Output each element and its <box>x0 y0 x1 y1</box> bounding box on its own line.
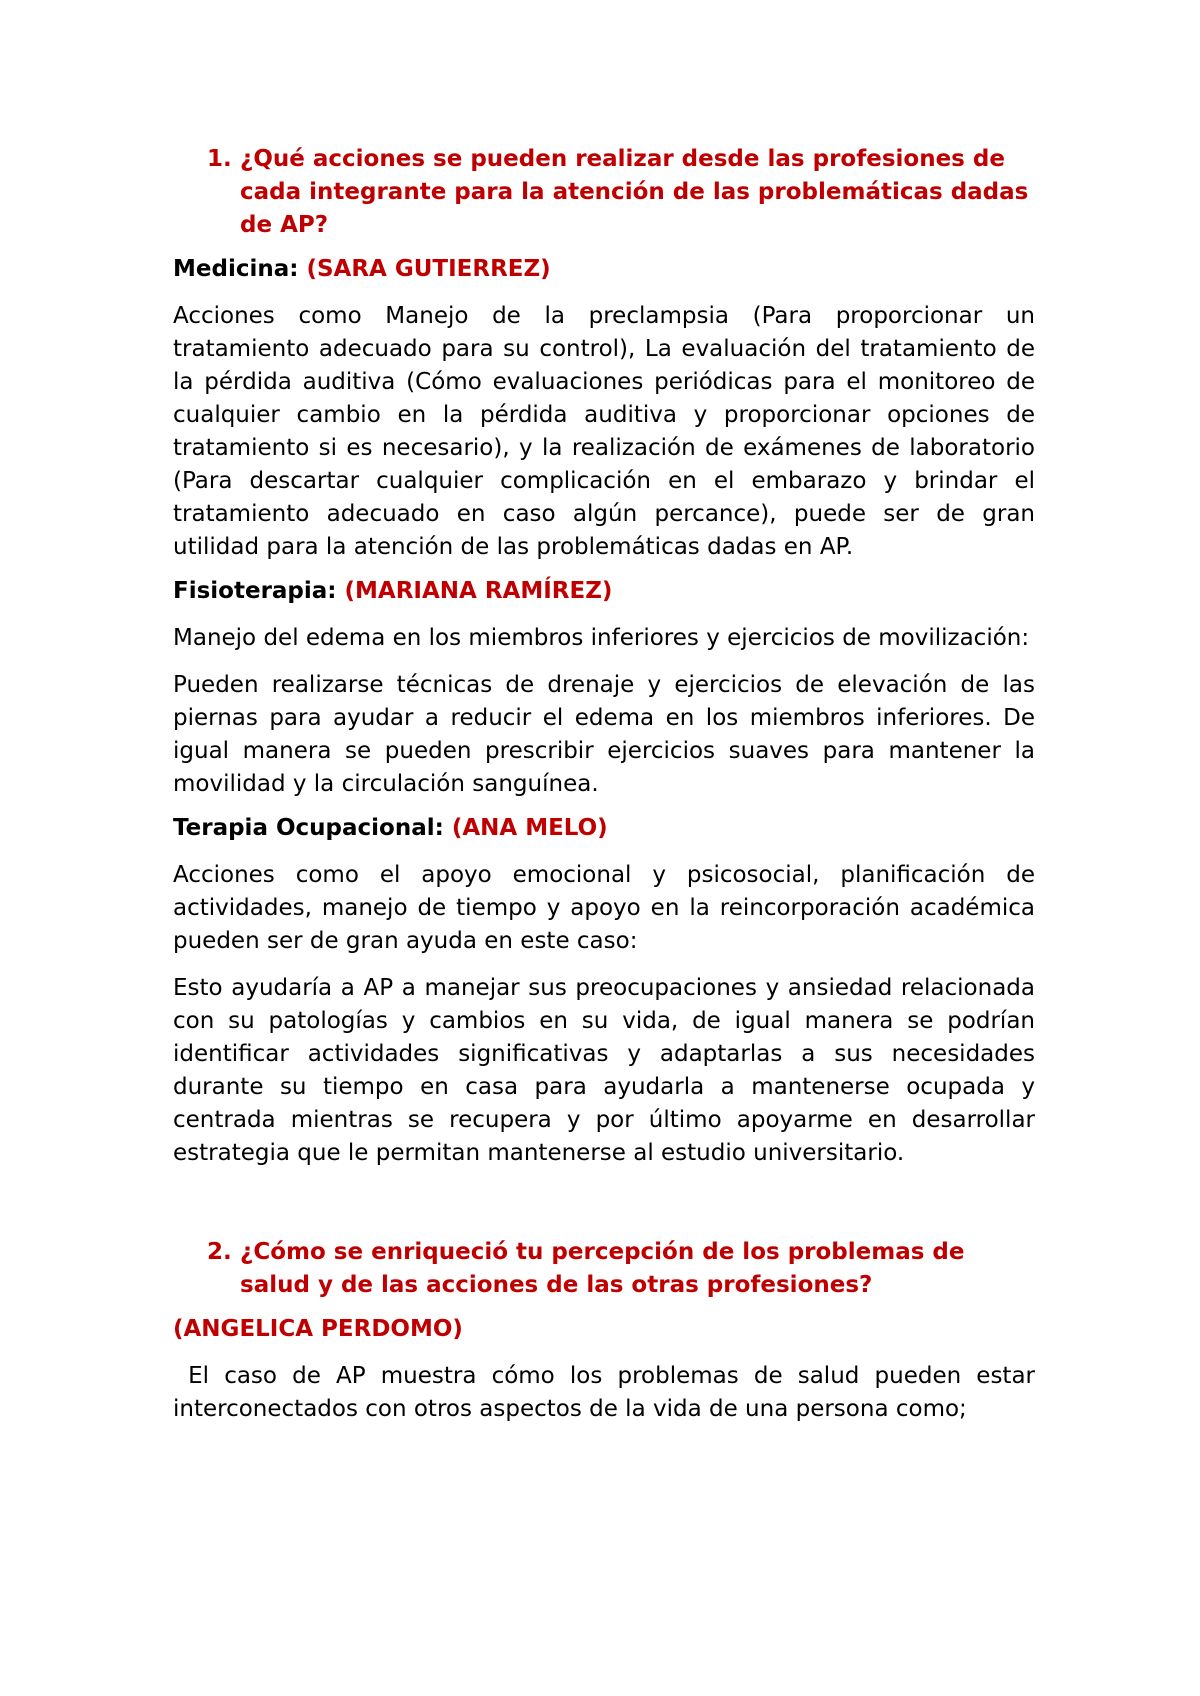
section-terapia-ocupacional-author: (ANA MELO) <box>451 815 608 841</box>
question-2 <box>173 1236 1035 1302</box>
question-1-number: 1. <box>207 146 232 172</box>
section-medicina-heading <box>173 253 1035 286</box>
section-terapia-ocupacional-paragraph-2: Esto ayudaría a AP a manejar sus preocupaciones y ansiedad relacionada con su patologías y cambios en su vida, de igual manera se podrían identificar actividades significativas y adaptarlas a sus necesidades durante su tiempo en casa para ayudarla a mantenerse ocupada y centrada mientras se recupera y por último apoyarme en desarrollar estrategia que le permitan mantenerse al estudio universitario. <box>173 975 1035 1166</box>
section-2-author: (ANGELICA PERDOMO) <box>173 1316 463 1342</box>
question-1-text: ¿Qué acciones se pueden realizar desde las profesiones de cada integrante para la atención de las problemáticas dadas de AP? <box>240 146 1029 238</box>
question-2-text: ¿Cómo se enriqueció tu percepción de los problemas de salud y de las acciones de las otras profesiones? <box>240 1239 965 1298</box>
section-fisioterapia-paragraph-1: Manejo del edema en los miembros inferiores y ejercicios de movilización: <box>173 625 1030 651</box>
section-terapia-ocupacional-discipline: Terapia Ocupacional: <box>173 815 444 841</box>
section-fisioterapia-heading <box>173 575 1035 608</box>
section-medicina-discipline: Medicina: <box>173 256 299 282</box>
question-2-number: 2. <box>207 1239 232 1265</box>
section-fisioterapia-discipline: Fisioterapia: <box>173 578 337 604</box>
section-terapia-ocupacional-paragraph-1: Acciones como el apoyo emocional y psicosocial, planificación de actividades, manejo de tiempo y apoyo en la reincorporación académica pueden ser de gran ayuda en este caso: <box>173 862 1035 954</box>
section-medicina-paragraph-1: Acciones como Manejo de la preclampsia (Para proporcionar un tratamiento adecuado para su control), La evaluación del tratamiento de la pérdida auditiva (Cómo evaluaciones periódicas para el monitoreo de cualquier cambio en la pérdida auditiva y proporcionar opciones de tratamiento si es necesario), y la realización de exámenes de laboratorio (Para descartar cualquier complicación en el embarazo y brindar el tratamiento adecuado en caso algún percance), puede ser de gran utilidad para la atención de las problemáticas dadas en AP. <box>173 303 1035 560</box>
section-medicina-author: (SARA GUTIERREZ) <box>306 256 551 282</box>
section-fisioterapia-author: (MARIANA RAMÍREZ) <box>344 578 613 604</box>
section-terapia-ocupacional-heading <box>173 812 1035 845</box>
section-2-paragraph: El caso de AP muestra cómo los problemas de salud pueden estar interconectados con otros aspectos de la vida de una persona como; <box>173 1363 1043 1422</box>
section-fisioterapia-paragraph-2: Pueden realizarse técnicas de drenaje y ejercicios de elevación de las piernas para ayudar a reducir el edema en los miembros inferiores. De igual manera se pueden prescribir ejercicios suaves para mantener la movilidad y la circulación sanguínea. <box>173 672 1035 797</box>
question-1 <box>173 143 1035 242</box>
document-page <box>173 143 1043 1426</box>
